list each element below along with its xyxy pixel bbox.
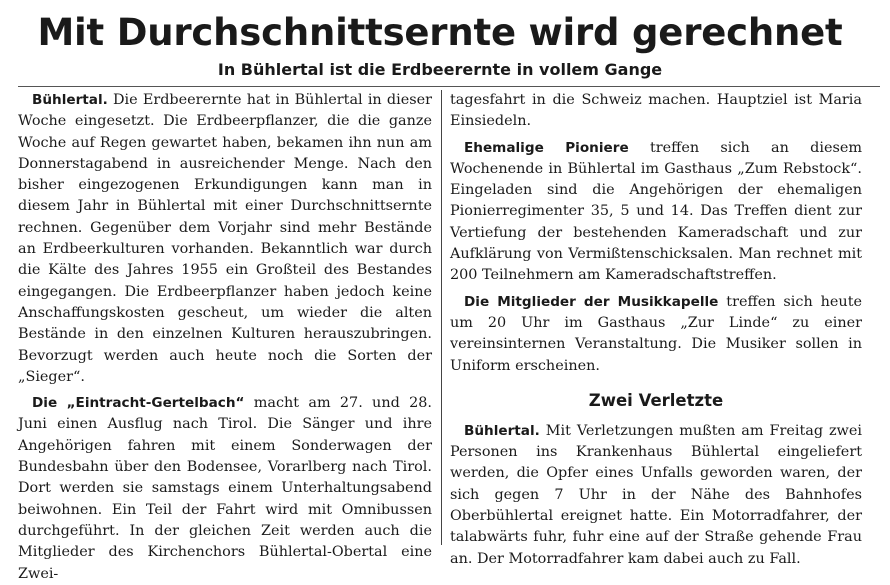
paragraph-text: treffen sich an diesem Wochenende in Bühlertal im Gasthaus „Zum Rebstock“. Eingeladen sind die Angehörigen der ehemaligen Pionierregimenter 35, 5 und 14. Das Treffen dient zur Vertiefung der bestehenden Kameradschaft und zur Aufklärung von Vermißtenschicksalen. Man rechnet mit 200 Teilnehmern am Kameradschaftstreffen. [450,139,863,284]
top-rule [18,86,880,87]
right-column [450,90,862,570]
article-ehemalige-pioniere [450,138,862,287]
paragraph-text: Mit Verletzungen mußten am Freitag zwei Personen ins Krankenhaus Bühlertal eingeliefert werden, die Opfer eines Unfalls geworden waren, der sich gegen 7 Uhr in der Nähe des Bahnhofes Oberbühlertal ereignet hatte. Ein Motorradfahrer, der talabwärts fuhr, fuhr eine auf der Straße gehende Frau an. Der Motorradfahrer kam dabei auch zu Fall. [450,422,862,567]
article-erdbeerernte [18,90,432,388]
column-divider [441,90,442,545]
paragraph-text: treffen sich heute um 20 Uhr im Gasthaus „Zur Linde“ zu einer vereinsinternen Veranstaltung. Die Musiker sollen in Uniform erscheinen. [450,293,862,374]
left-column [18,90,432,585]
lead-ehemalige-pioniere: Ehemalige Pioniere [464,139,629,156]
subheadline: In Bühlertal ist die Erdbeerernte in vollem Gange [217,60,663,79]
dateline-buehlertal: Bühlertal. [32,92,108,108]
paragraph-text: macht am 27. und 28. Juni einen Ausflug nach Tirol. Die Sänger und ihre Angehörigen fahren mit einem Sonderwagen der Bundesbahn über den Bodensee, Vorarlberg nach Tirol. Dort werden sie samstags einem Unterhaltungsabend beiwohnen. Ein Teil der Fahrt wird mit Omnibussen durchgeführt. In der gleichen Zeit werden auch die Mitglieder des Kirchenchors Bühlertal-Obertal eine Zwei- [18,395,432,582]
headline: Mit Durchschnittsernte wird gerechnet [37,11,843,54]
article-continuation [450,90,862,133]
article-eintracht-gertelbach [18,393,432,585]
lead-eintracht-gertelbach: Die „Eintracht-Gertelbach“ [32,395,245,412]
paragraph-text: Die Erdbeerernte hat in Bühlertal in dieser Woche eingesetzt. Die Erdbeerpflanzer, die die ganze Woche auf Regen gewartet haben, bekamen ihn nun am Donnerstagabend in ausreichender Menge. Nach den bisher eingezogenen Erkundigungen kann man in diesem Jahr in Bühlertal mit einer Durchschnittsernte rechnen. Gegenüber dem Vorjahr sind mehr Bestände an Erdbeerkulturen vorhanden. Bekanntlich war durch die Kälte des Jahres 1955 ein Großteil des Bestandes eingegangen. Die Erdbeerpflanzer haben jedoch keine Anschaffungskosten gescheut, um wieder die alten Bestände in den einzelnen Kulturen herauszubringen. Bevorzugt werden auch heute noch die Sorten der „Sieger“. [18,92,432,385]
article-zwei-verletzte [450,421,862,570]
article-musikkapelle [450,292,862,377]
dateline-buehlertal: Bühlertal. [464,422,540,439]
paragraph-text: tagesfahrt in die Schweiz machen. Hauptziel ist Maria Einsiedeln. [450,92,862,130]
section-title-zwei-verletzte: Zwei Verletzte [588,390,724,410]
lead-musikkapelle: Die Mitglieder der Musikkapelle [464,293,719,310]
